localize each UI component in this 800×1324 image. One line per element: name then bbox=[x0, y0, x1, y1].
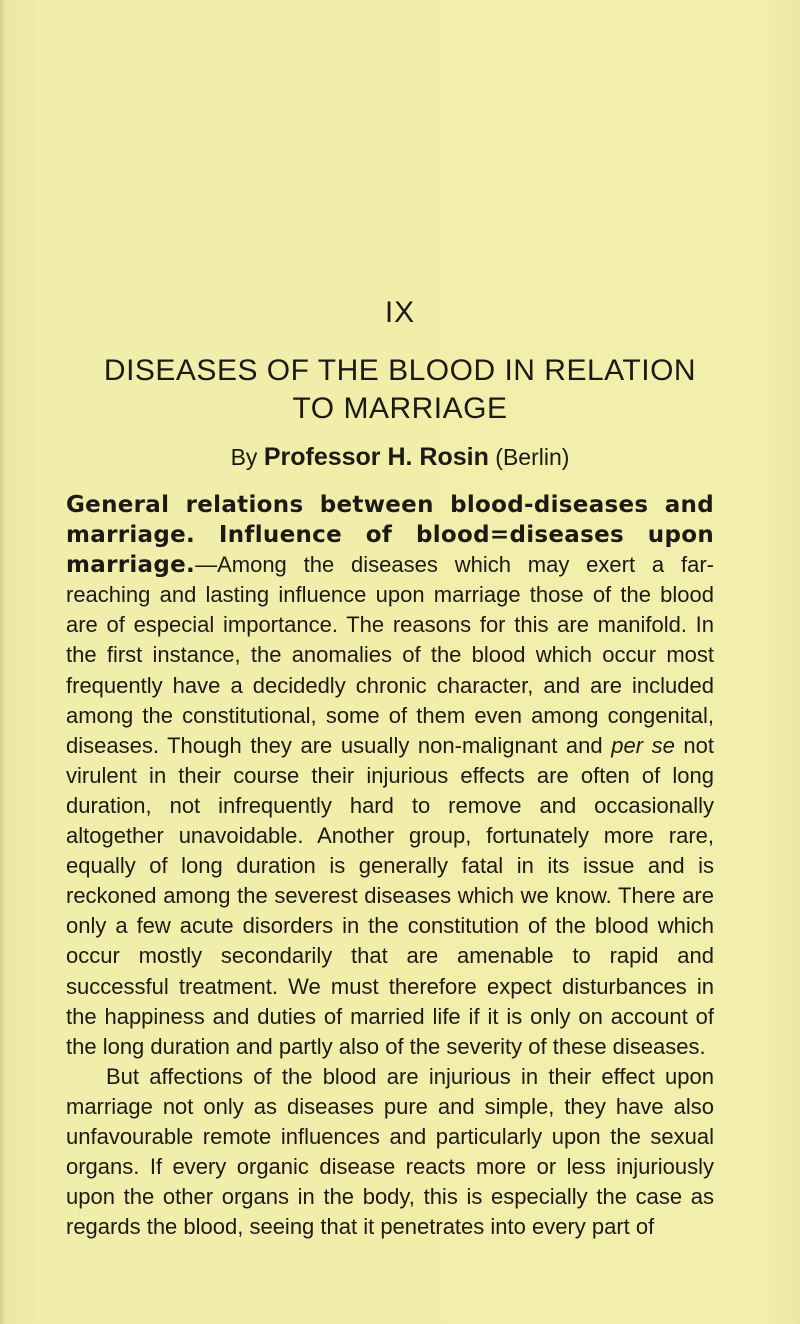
chapter-title-line-1: DISEASES OF THE BLOOD IN RELATION bbox=[103, 354, 697, 387]
byline-prefix: By bbox=[230, 444, 264, 470]
page-gutter-shadow bbox=[0, 0, 6, 1324]
paragraph-1-text-b: not virulent in their course their injurious effects are often of long duration, not infrequently hard to remove and occasionally altogether unavoidable. Another group, fortunately more rare, equally of long duration is generally fatal in its issue and is reckoned among the severest diseases which we know. There are only a few acute disorders in the constitution of the blood which occur mostly secondarily that are amenable to rapid and successful treatment. We must therefore expect disturbances in the happiness and duties of married life if it is only on account of the long duration and partly also of the severity of these diseases. bbox=[66, 732, 715, 1059]
author-affiliation: (Berlin) bbox=[488, 444, 570, 470]
paragraph-2: But affections of the blood are injurious in their effect upon marriage not only as diseases pure and simple, they have also unfavourable remote influences and particularly upon the sexual organs. If every organic disease reacts more or less injuriously upon the other organs in the body, this is especially the case as regards the blood, seeing that it penetrates into every part of bbox=[66, 1063, 714, 1240]
paragraph-1-text-a: —Among the diseases which may exert a far-reaching and lasting influence upon marriage those of the blood are of especial importance. The reasons for this are manifold. In the first instance, the anomalies of the blood which occur most frequently have a decidedly chronic character, and are included among the constitutional, some of them even among congenital, diseases. Though they are usually non-malignant and bbox=[66, 552, 714, 758]
section-heading: General relations between blood-diseases and marriage. Influence of blood=diseases upon marriage. bbox=[66, 492, 714, 579]
chapter-title-line-2: TO MARRIAGE bbox=[292, 392, 508, 425]
body-text bbox=[66, 490, 714, 1242]
author-name: Professor H. Rosin bbox=[263, 443, 489, 471]
latin-phrase: per se bbox=[611, 732, 675, 758]
chapter-number: IX bbox=[384, 296, 416, 329]
byline bbox=[0, 443, 800, 472]
paragraph-1 bbox=[66, 490, 714, 1062]
